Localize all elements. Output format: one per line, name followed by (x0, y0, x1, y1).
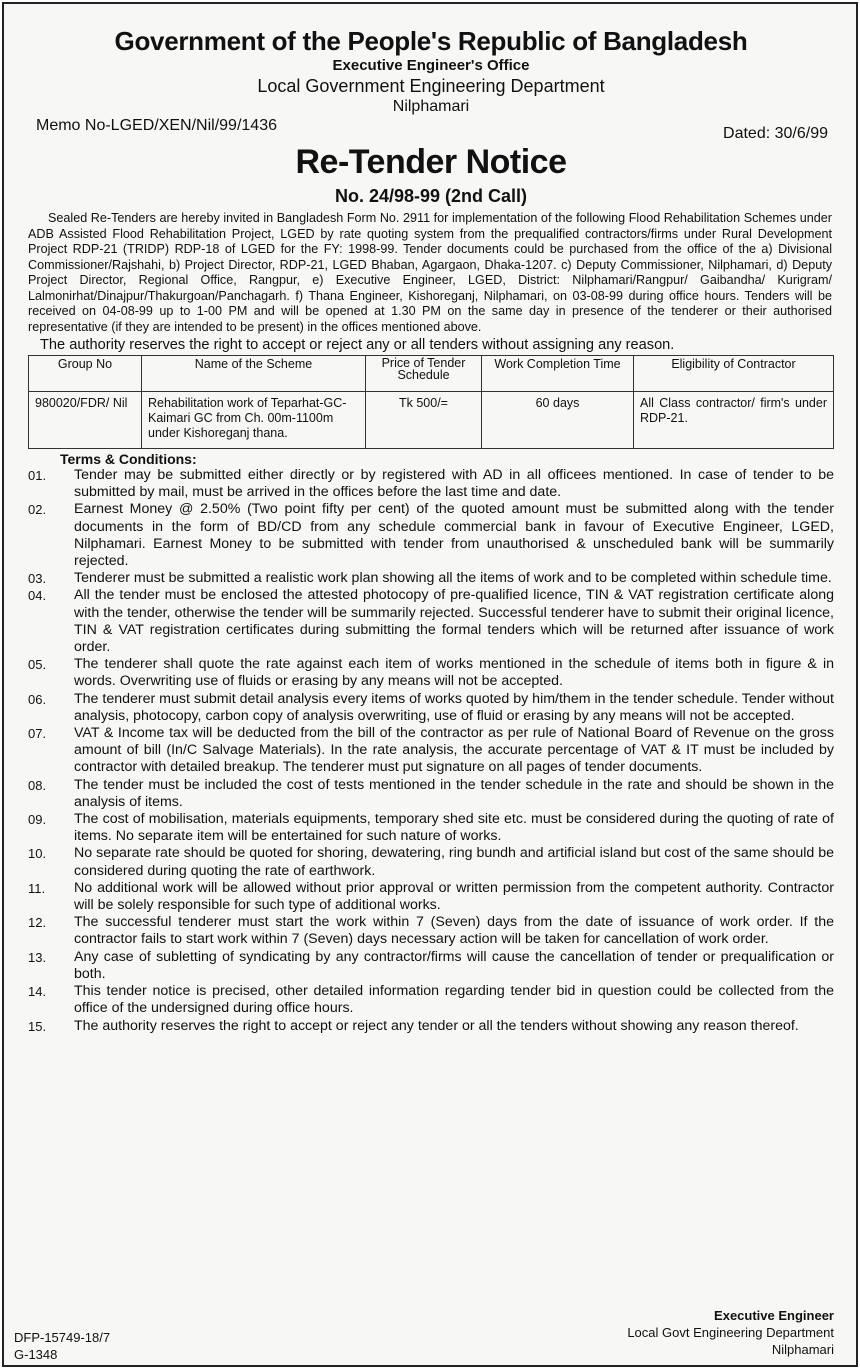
table-header-row (29, 356, 834, 392)
terms-heading: Terms & Conditions: (60, 451, 197, 467)
term-text: Tenderer must be submitted a realistic work plan showing all the items of work and to be completed within schedule time. (74, 570, 832, 587)
header-price: Price of Tender Schedule (366, 356, 482, 392)
notice-number: No. 24/98-99 (2nd Call) (334, 186, 528, 206)
list-item (28, 656, 834, 690)
department-heading: Local Government Engineering Department (257, 76, 605, 96)
term-text: Any case of subletting of syndicating by any contractor/firms will cause the cancellation of tender or prequalification or both. (74, 948, 834, 982)
office-heading: Executive Engineer's Office (332, 57, 530, 74)
list-item (28, 777, 834, 811)
header-completion: Work Completion Time (482, 356, 634, 392)
list-item (28, 811, 834, 845)
list-item (28, 914, 834, 948)
term-number: 01. (28, 468, 47, 483)
g-number: G-1348 (14, 1347, 58, 1362)
government-heading: Government of the People's Republic of Bangladesh (114, 26, 748, 56)
term-number: 12. (28, 915, 47, 931)
term-number: 03. (28, 571, 47, 587)
term-number: 05. (28, 657, 47, 673)
term-text: Tender may be submitted either directly or by registered with AD in all officees mentioned. In case of tender to be submitted by mail, must be arrived in the offices before the last time and date. (74, 467, 834, 501)
term-number: 13. (28, 949, 47, 965)
term-number: 02. (28, 502, 47, 518)
signatory-place: Nilphamari (771, 1342, 834, 1357)
header-eligibility: Eligibility of Contractor (634, 356, 834, 392)
term-number: 06. (28, 691, 47, 707)
term-text: The successful tenderer must start the work within 7 (Seven) days from the date of issuance of work order. If the contractor fails to start work within 7 (Seven) days necessary action will be taken for cancellation of work order. (74, 914, 834, 948)
term-number: 14. (28, 984, 47, 1000)
notice-title: Re-Tender Notice (295, 143, 567, 181)
list-item (28, 570, 834, 587)
list-item (28, 845, 834, 879)
list-item (28, 725, 834, 777)
table-row (29, 392, 834, 449)
tender-notice-page (2, 2, 858, 1367)
signatory-department: Local Govt Engineering Department (627, 1325, 834, 1340)
term-text: The cost of mobilisation, materials equipments, temporary shed site etc. must be considered during the quoting of rate of items. No separate item will be entertained for such nature of works. (74, 811, 834, 845)
cell-eligibility: All Class contractor/ firm's under RDP-21. (634, 392, 834, 449)
term-number: 10. (28, 846, 47, 862)
intro-paragraph: Sealed Re-Tenders are hereby invited in Bangladesh Form No. 2911 for implementation of the following Flood Rehabilitation Schemes under ADB Assisted Flood Rehabilitation Project, LGED by rate quoting system from the prequalified contractors/firms under Rural Development Project RDP-21 (TRIDP) RDP-18 of LGED for the FY: 1998-99. Tender documents could be purchased from the office of the a) Divisional Commissioner/Rajshahi, b) Project Director, RDP-21, LGED Bhaban, Agargaon, Dhaka-1207. c) Deputy Commissioner, Nilphamari, d) Deputy Project Director, Regional Office, Rangpur, e) Executive Engineer, LGED, District: Nilphamari/Rangpur/ Gaibandha/ Kurigram/ Lalmonirhat/Dinajpur/Thakurgoan/Panchagarh. f) Thana Engineer, Kishoreganj, Nilphamari, on 03-08-99 during office hours. Tenders will be received on 04-08-99 up to 1-00 PM and will be opened at 1.30 PM on the same day in presence of the tenderer or their authorised representative (if they are intended to be present) in the offices mentioned above. (28, 211, 832, 334)
footer (4, 1295, 856, 1365)
header-scheme: Name of the Scheme (142, 356, 366, 392)
list-item (28, 880, 834, 914)
scheme-table (28, 355, 834, 449)
term-number: 15. (28, 1018, 47, 1034)
term-number: 07. (28, 726, 47, 742)
cell-scheme: Rehabilitation work of Teparhat-GC- Kaimari GC from Ch. 00m-1100m under Kishoreganj thana. (142, 392, 366, 449)
list-item (28, 501, 834, 570)
list-item (28, 1018, 834, 1035)
term-text: The tender must be included the cost of tests mentioned in the tender schedule in the rate and should be shown in the analysis of items. (74, 776, 834, 810)
list-item (28, 691, 834, 725)
memo-number: Memo No-LGED/XEN/Nil/99/1436 (36, 117, 277, 134)
term-text: The authority reserves the right to accept or reject any tender or all the tenders without showing any reason thereof. (74, 1017, 799, 1034)
term-text: VAT & Income tax will be deducted from the bill of the contractor as per rule of National Board of Revenue on the gross amount of bill (In/C Salvage Materials). In the rate analysis, the accurate percentage of VAT & IT must be included by contractor with detailed breakup. The tenderer must put signature on all pages of tender documents. (74, 725, 834, 776)
term-number: 09. (28, 812, 47, 828)
term-number: 08. (28, 777, 47, 793)
term-text: All the tender must be enclosed the attested photocopy of pre-qualified licence, TIN & VAT registration certificate along with the tender, otherwise the tender will be summarily rejected. Successful tenderer have to submit their original licence, TIN & VAT registration certificates during submitting the formal tenders which will be returned after issuance of work order. (74, 587, 834, 656)
term-text: No additional work will be allowed without prior approval or written permission from the competent authority. Contractor will be solely responsible for such type of additional works. (74, 879, 834, 914)
footer-reference (14, 1329, 110, 1363)
memo-date: Dated: 30/6/99 (723, 125, 828, 142)
signatory-title: Executive Engineer (714, 1308, 834, 1323)
reserve-note: The authority reserves the right to accept or reject any or all tenders without assigning any reason. (40, 337, 675, 353)
term-number: 11. (28, 880, 46, 896)
list-item (28, 587, 834, 656)
location-heading: Nilphamari (392, 98, 470, 115)
list-item (28, 467, 834, 501)
list-item (28, 949, 834, 983)
cell-completion: 60 days (482, 392, 634, 449)
memo-row (28, 117, 834, 141)
term-text: Earnest Money @ 2.50% (Two point fifty per cent) of the quoted amount must be submitted along with the tender documents in the form of BD/CD from any schedule commercial bank in favour of Executive Engineer, LGED, Nilphamari. Earnest Money to be submitted with tender from unauthorised & unscheduled bank will be summarily rejected. (74, 501, 834, 570)
list-item (28, 983, 834, 1017)
term-text: The tenderer shall quote the rate against each item of works mentioned in the schedule of items both in figure & in words. Overwriting use of fluids or erasing by any means will not be accepted. (74, 656, 834, 690)
dfp-number: DFP-15749-18/7 (14, 1330, 111, 1345)
cell-group-no: 980020/FDR/ Nil (29, 392, 142, 449)
term-number: 04. (28, 588, 47, 604)
terms-list (28, 467, 834, 1035)
cell-price: Tk 500/= (366, 392, 482, 449)
signature-block (627, 1307, 834, 1358)
term-text: The tenderer must submit detail analysis every items of works quoted by him/them in the tender schedule. Tender without analysis, photocopy, carbon copy of analysis overwriting, use of fluid or erasing by any means will not be accepted. (74, 690, 834, 724)
term-text: This tender notice is precised, other detailed information regarding tender bid in question could be collected from the office of the undersigned during office hours. (74, 983, 834, 1017)
term-text: No separate rate should be quoted for shoring, dewatering, ring bundh and artificial island but cost of the same should be considered during quoting the rate of earthwork. (74, 845, 834, 879)
header-group-no: Group No (29, 356, 142, 392)
